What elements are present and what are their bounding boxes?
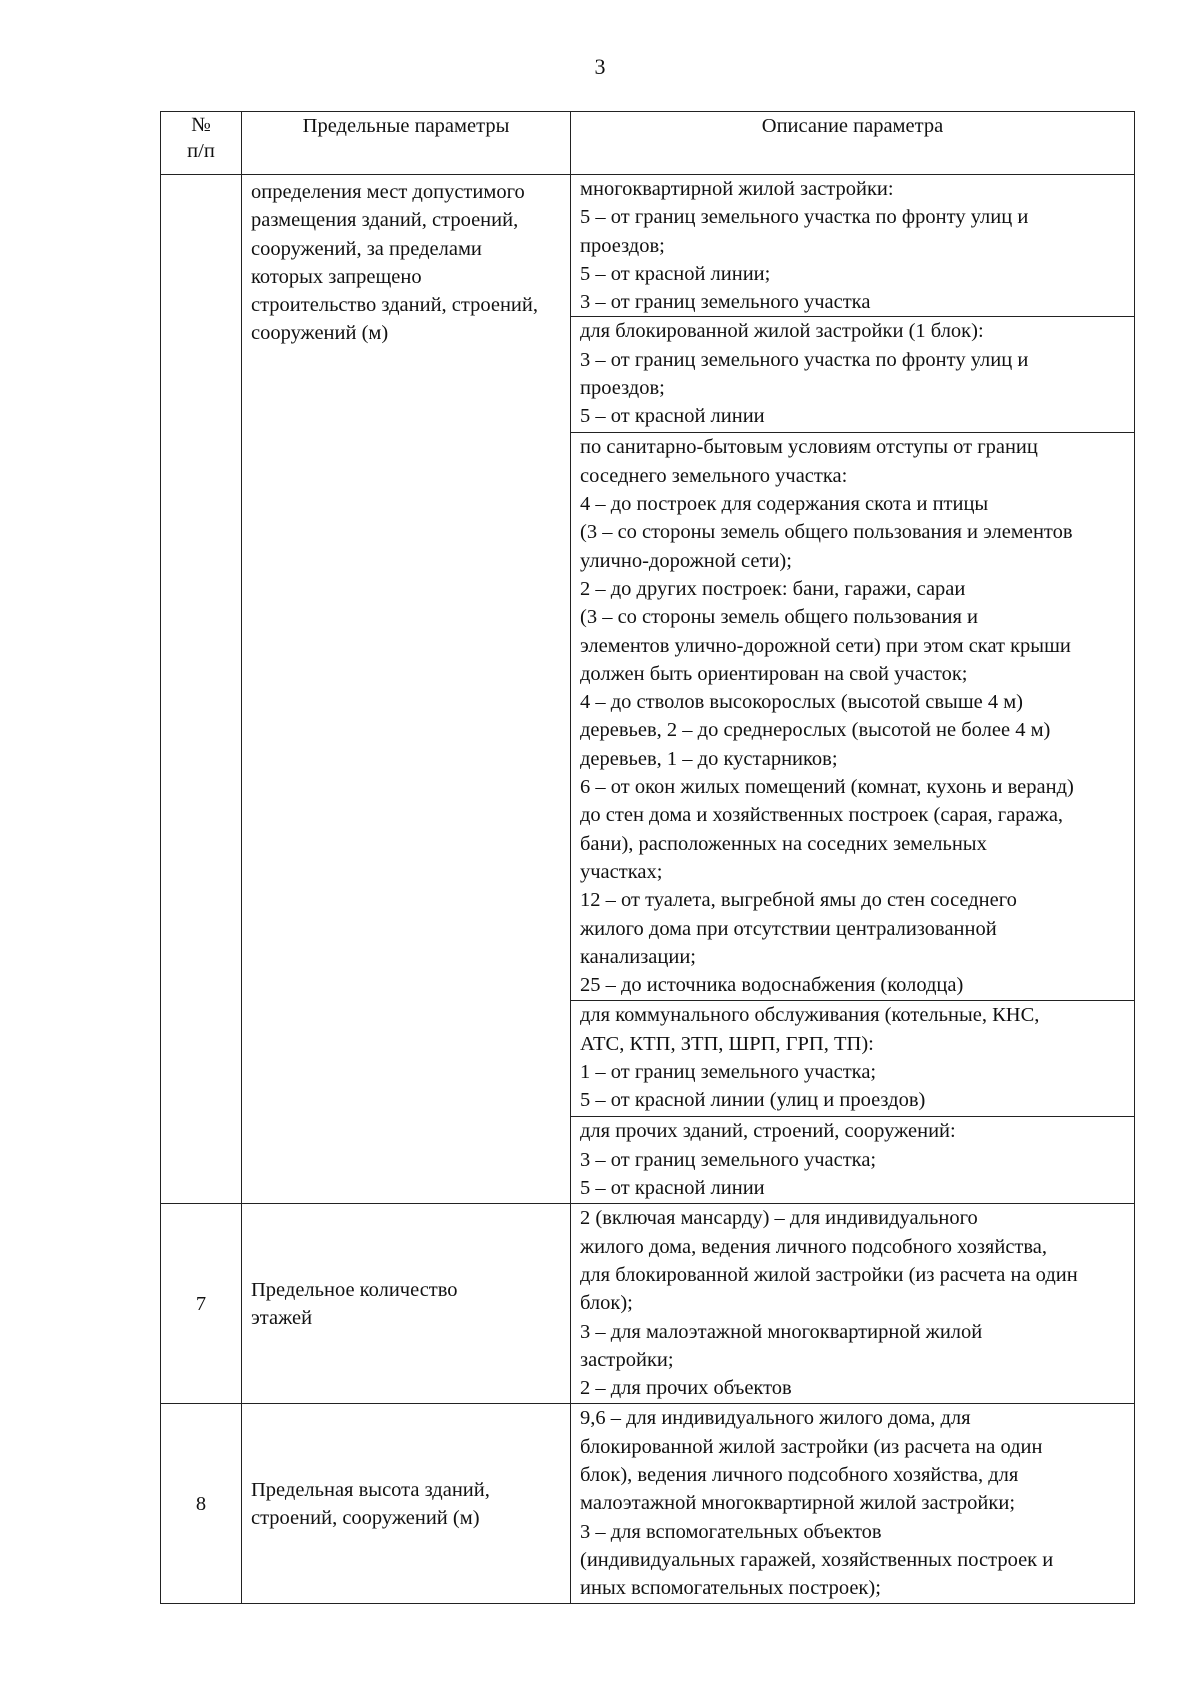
text-line: 3 – от границ земельного участка [580, 291, 871, 314]
text-line: размещения зданий, строений, [251, 209, 519, 232]
text-line: жилого дома, ведения личного подсобного хозяйства, [580, 1235, 1048, 1258]
text-line: блок); [580, 1292, 633, 1315]
text-line: 12 – от туалета, выгребной ямы до стен соседнего [580, 889, 1017, 912]
text-line: иных вспомогательных построек); [580, 1577, 881, 1600]
text-line: для коммунального обслуживания (котельные, КНС, [580, 1004, 1040, 1027]
text-line: 25 – до источника водоснабжения (колодца) [580, 974, 964, 997]
header-number-symbol: № [191, 114, 211, 136]
text-line: 4 – до стволов высокорослых (высотой свыше 4 м) [580, 691, 1024, 714]
text-line: (индивидуальных гаражей, хозяйственных построек и [580, 1548, 1054, 1571]
row-number: 8 [161, 1404, 242, 1604]
text-line: проездов; [580, 377, 665, 400]
table-row [161, 1404, 1135, 1604]
text-line: строений, сооружений (м) [251, 1506, 480, 1529]
description-cell [571, 1404, 1135, 1604]
text-line: бани), расположенных на соседних земельных [580, 832, 987, 855]
text-line: жилого дома при отсутствии централизованной [580, 917, 997, 940]
page-number: 3 [594, 54, 606, 79]
text-line: Предельное количество [251, 1278, 458, 1301]
text-line: улично-дорожной сети); [580, 549, 792, 572]
text-line: элементов улично-дорожной сети) при этом скат крыши [580, 634, 1071, 657]
text-line: 5 – от красной линии; [580, 262, 771, 285]
text-line: соседнего земельного участка: [580, 464, 848, 487]
row-number-cell [161, 175, 242, 1204]
text-line: деревьев, 1 – до кустарников; [580, 747, 838, 770]
text-line: (3 – со стороны земель общего пользования и элементов [580, 521, 1073, 544]
text-line: (3 – со стороны земель общего пользования и [580, 606, 978, 629]
header-number [161, 112, 242, 175]
text-line: малоэтажной многоквартирной жилой застройки; [580, 1492, 1016, 1515]
text-line: 2 (включая мансарду) – для индивидуального [580, 1207, 978, 1230]
description-cell [571, 1001, 1135, 1117]
text-line: сооружений, за пределами [251, 237, 482, 260]
text-line: по санитарно-бытовым условиям отступы от границ [580, 436, 1038, 459]
text-line: 3 – для вспомогательных объектов [580, 1520, 882, 1543]
text-line: до стен дома и хозяйственных построек (сарая, гаража, [580, 804, 1064, 827]
text-line: Предельная высота зданий, [251, 1478, 490, 1501]
description-cell [571, 1204, 1135, 1404]
text-line: 5 – от красной линии (улиц и проездов) [580, 1089, 926, 1112]
text-line: 4 – до построек для содержания скота и птицы [580, 493, 989, 516]
text-line: многоквартирной жилой застройки: [580, 178, 894, 200]
text-line: для блокированной жилой застройки (из расчета на один [580, 1264, 1078, 1287]
parameter-cell [242, 1404, 571, 1604]
text-line: застройки; [580, 1348, 674, 1371]
text-line: 5 – от красной линии [580, 1177, 765, 1200]
text-line: 3 – от границ земельного участка; [580, 1148, 877, 1171]
text-line: проездов; [580, 234, 665, 257]
parameters-table [160, 111, 1135, 1604]
table-row [161, 1204, 1135, 1404]
text-line: 2 – до других построек: бани, гаражи, сараи [580, 577, 966, 600]
text-line: АТС, КТП, ЗТП, ШРП, ГРП, ТП): [580, 1032, 874, 1055]
parameter-cell [242, 1204, 571, 1404]
text-line: канализации; [580, 945, 697, 968]
header-row [161, 112, 1135, 175]
table-header [161, 112, 1135, 175]
text-line: 6 – от окон жилых помещений (комнат, кухонь и веранд) [580, 776, 1074, 799]
description-cell [571, 175, 1135, 317]
text-line: блок), ведения личного подсобного хозяйства, для [580, 1464, 1019, 1487]
text-line: 5 – от границ земельного участка по фронту улиц и [580, 206, 1029, 229]
text-line: блокированной жилой застройки (из расчета на один [580, 1435, 1043, 1458]
text-line: 5 – от красной линии [580, 405, 765, 428]
text-line: 1 – от границ земельного участка; [580, 1061, 877, 1084]
header-description: Описание параметра [571, 112, 1135, 175]
text-line: для блокированной жилой застройки (1 блок): [580, 320, 984, 343]
text-line: 2 – для прочих объектов [580, 1377, 792, 1400]
text-line: строительство зданий, строений, [251, 294, 538, 317]
description-cell [571, 1117, 1135, 1204]
text-line: 3 – для малоэтажной многоквартирной жилой [580, 1320, 983, 1343]
text-line: 9,6 – для индивидуального жилого дома, для [580, 1407, 971, 1430]
text-line: участках; [580, 860, 663, 883]
parameter-cell [242, 175, 571, 1204]
text-line: должен быть ориентирован на свой участок; [580, 662, 968, 685]
text-line: для прочих зданий, строений, сооружений: [580, 1120, 956, 1143]
text-line: сооружений (м) [251, 322, 389, 345]
row-number: 7 [161, 1204, 242, 1404]
description-cell [571, 433, 1135, 1001]
text-line: этажей [251, 1306, 313, 1329]
table-row [161, 175, 1135, 317]
header-number-abbrev: п/п [187, 140, 215, 162]
text-line: которых запрещено [251, 265, 422, 288]
text-line: определения мест допустимого [251, 181, 525, 203]
header-parameters: Предельные параметры [242, 112, 571, 175]
text-line: деревьев, 2 – до среднерослых (высотой не более 4 м) [580, 719, 1051, 742]
description-cell [571, 317, 1135, 433]
text-line: 3 – от границ земельного участка по фронту улиц и [580, 348, 1029, 371]
